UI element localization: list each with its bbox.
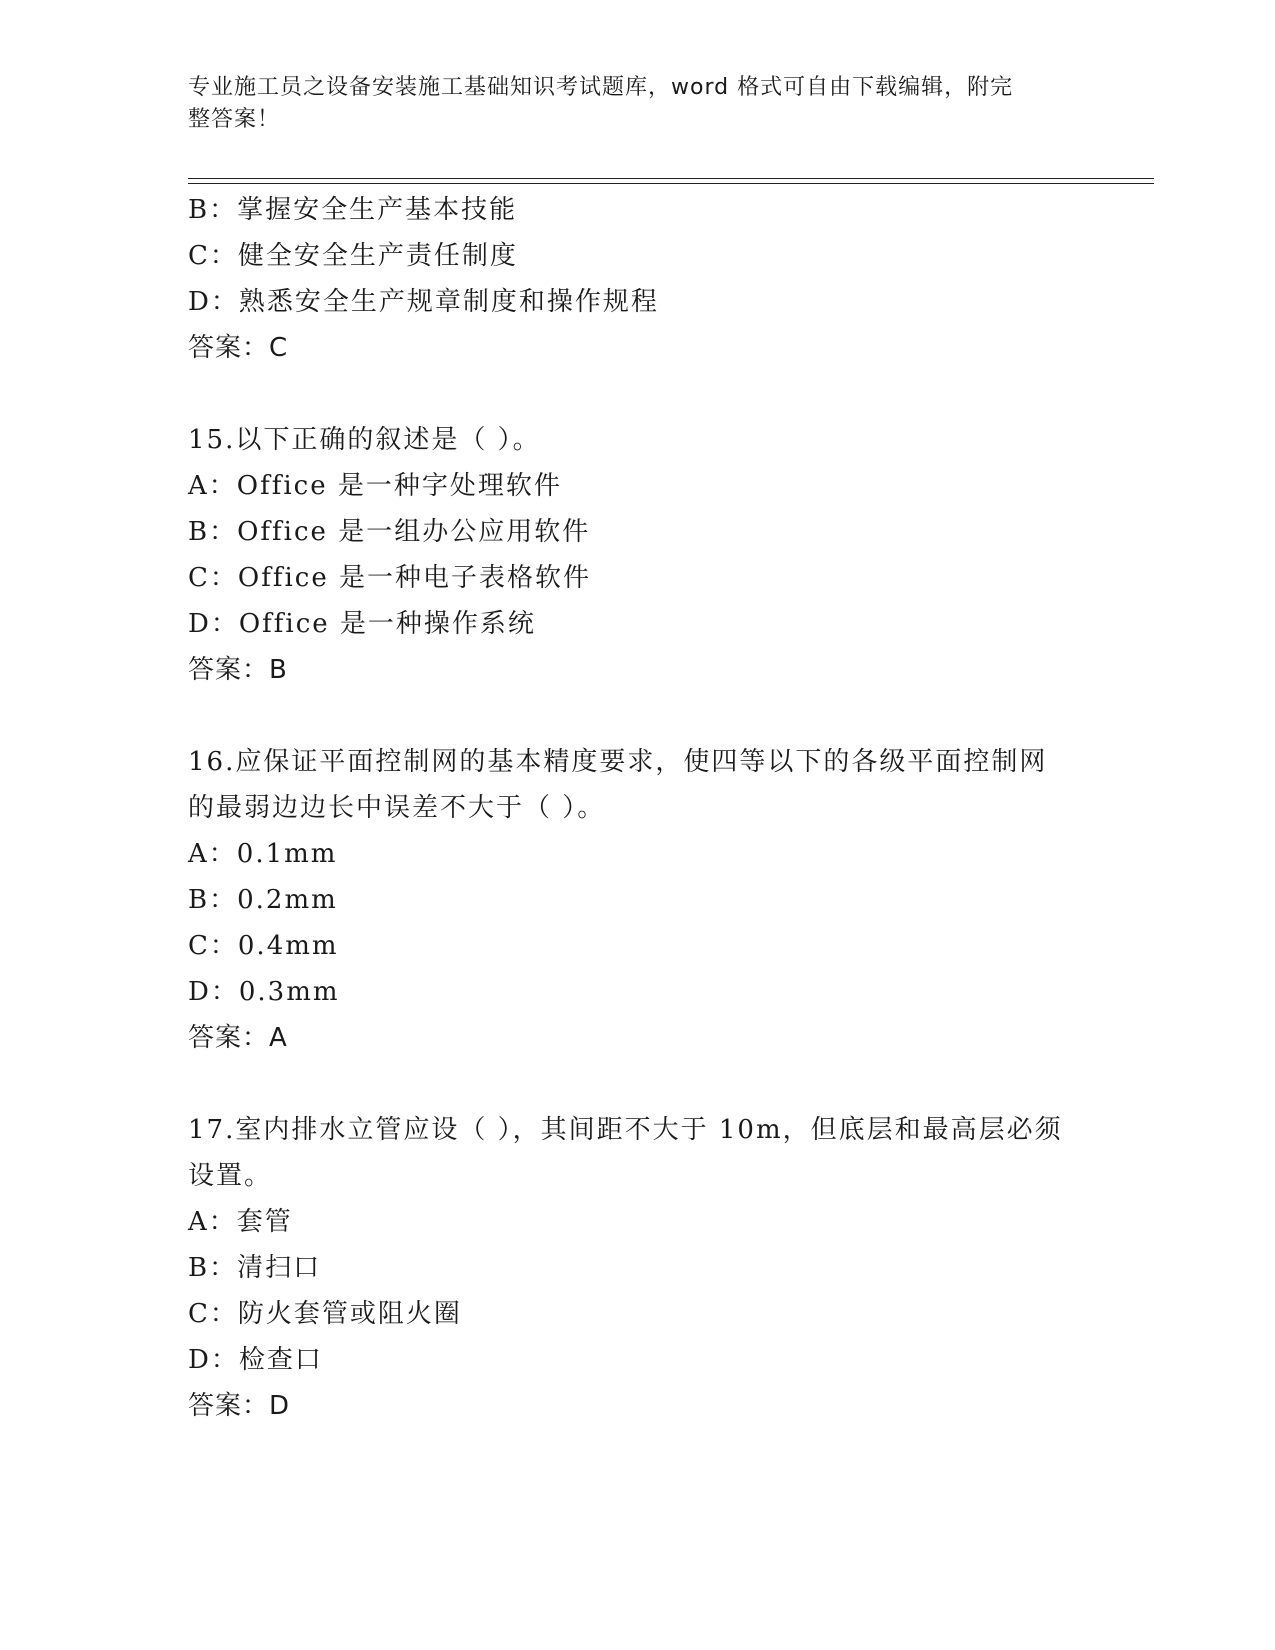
question-stem-line-2: 的最弱边边长中误差不大于（ ）。 [188, 793, 606, 823]
question-stem-line-2: 设置。 [188, 1161, 273, 1191]
option-c: C：0.4mm [188, 931, 339, 961]
question-stem-line-1: 16.应保证平面控制网的基本精度要求，使四等以下的各级平面控制网 [188, 747, 1048, 777]
header-line-1: 专业施工员之设备安装施工基础知识考试题库，word 格式可自由下载编辑，附完 [188, 75, 1014, 100]
header-rule-bottom [188, 183, 1154, 184]
question-17 [188, 1107, 1088, 1429]
answer: 答案：D [188, 1391, 291, 1421]
document-header [188, 72, 1068, 136]
answer: 答案：A [188, 1023, 288, 1053]
header-line-2: 整答案！ [188, 107, 281, 132]
question-list [188, 187, 1088, 1429]
option-b: B：清扫口 [188, 1253, 322, 1283]
option-d: D：检查口 [188, 1345, 323, 1375]
question-stem-line-1: 17.室内排水立管应设（ ），其间距不大于 10m，但底层和最高层必须 [188, 1115, 1063, 1145]
option-a: A：0.1mm [188, 839, 338, 869]
option-d: D：0.3mm [188, 977, 340, 1007]
option-c: C：健全安全生产责任制度 [188, 241, 518, 271]
answer: 答案：B [188, 655, 288, 685]
question-14 [188, 187, 1088, 371]
header-rule-top [188, 178, 1154, 179]
option-b: B：Office 是一组办公应用软件 [188, 517, 591, 547]
option-c: C：Office 是一种电子表格软件 [188, 563, 591, 593]
option-a: A：Office 是一种字处理软件 [188, 471, 562, 501]
option-d: D：Office 是一种操作系统 [188, 609, 536, 639]
option-a: A：套管 [188, 1207, 293, 1237]
option-c: C：防火套管或阻火圈 [188, 1299, 462, 1329]
option-d: D：熟悉安全生产规章制度和操作规程 [188, 287, 659, 317]
option-b: B：掌握安全生产基本技能 [188, 195, 518, 225]
option-b: B：0.2mm [188, 885, 338, 915]
question-16 [188, 739, 1088, 1061]
answer: 答案：C [188, 333, 289, 363]
question-stem: 15.以下正确的叙述是（ ）。 [188, 425, 541, 455]
question-15 [188, 417, 1088, 693]
